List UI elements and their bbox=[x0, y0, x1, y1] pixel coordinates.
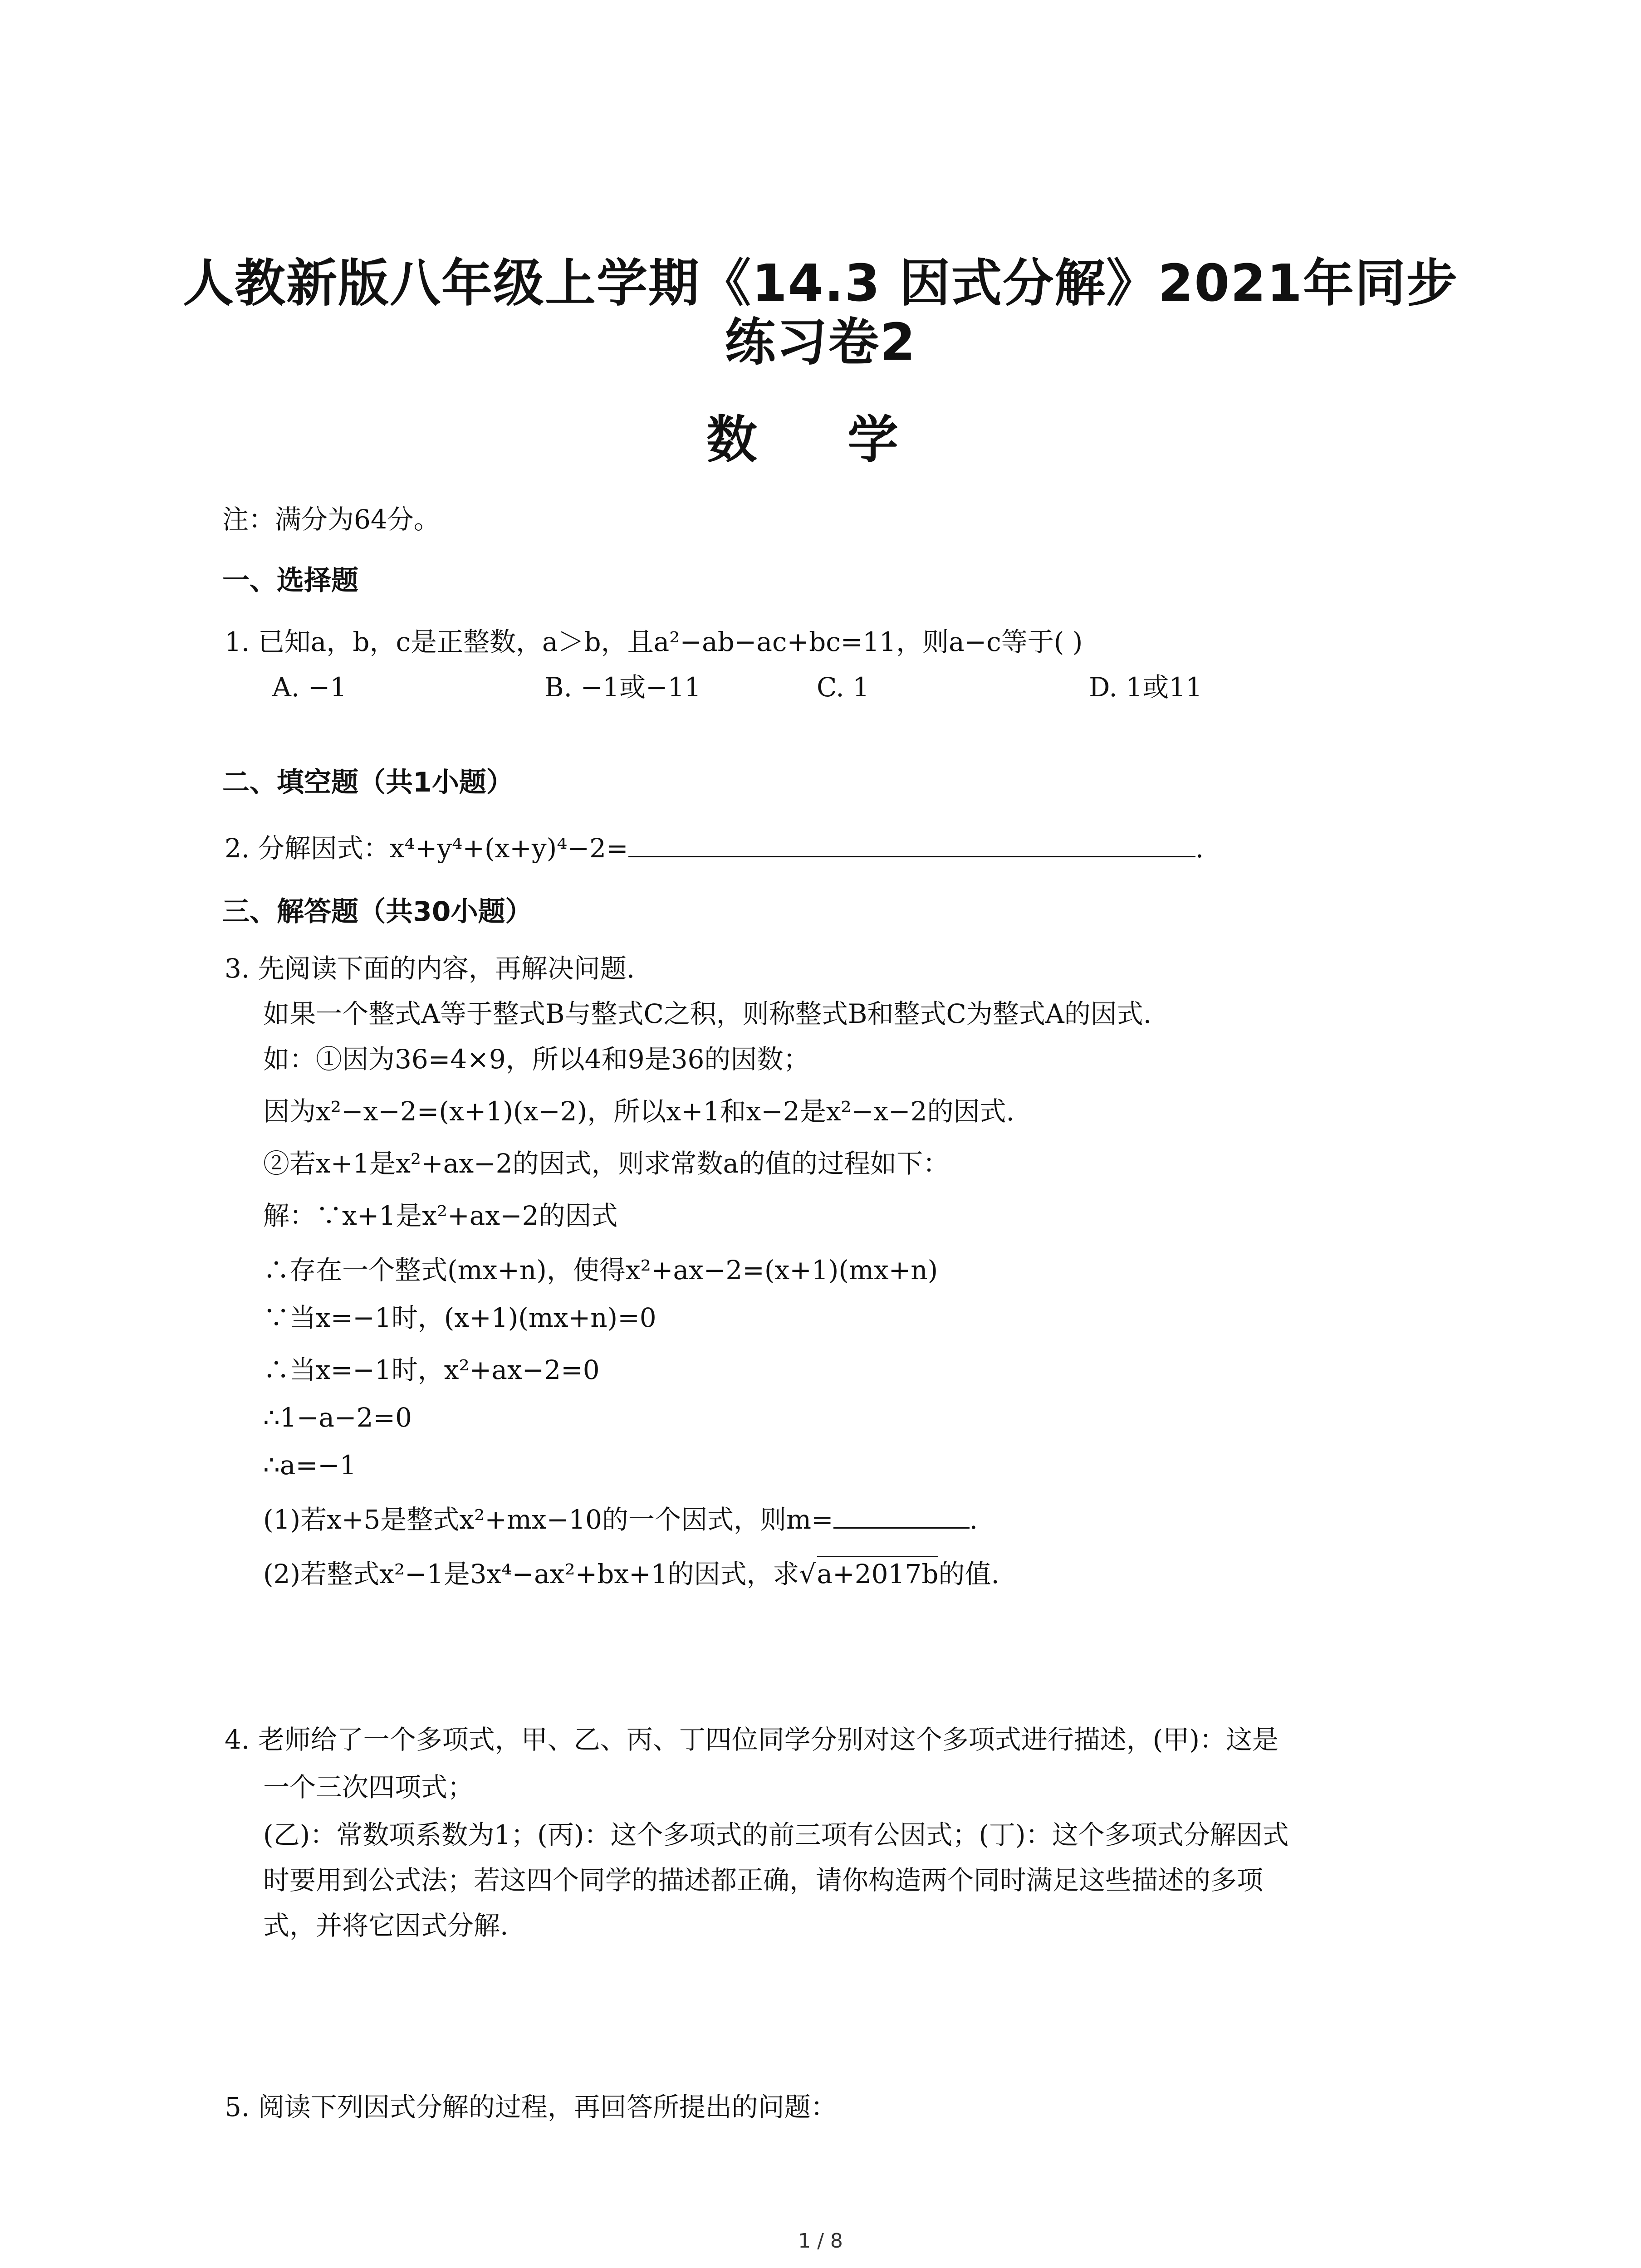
question-3-line: 如果一个整式A等于整式B与整式C之积，则称整式B和整式C为整式A的因式. bbox=[263, 998, 1152, 1029]
sqrt-sign-icon: √ bbox=[799, 1559, 816, 1589]
question-3-line: 如：①因为36=4×9，所以4和9是36的因数； bbox=[263, 1044, 810, 1075]
question-1-option-a: A. −1 bbox=[272, 672, 347, 703]
question-4-line: 式，并将它因式分解. bbox=[263, 1910, 509, 1941]
question-3-line: ∵当x=−1时，(x+1)(mx+n)=0 bbox=[263, 1302, 656, 1333]
question-3-part-2-radicand: a+2017b bbox=[817, 1556, 939, 1590]
question-3-part-2-text: (2)若整式x²−1是3x⁴−ax²+bx+1的因式，求 bbox=[263, 1559, 799, 1589]
section-heading-solve: 三、解答题（共30小题） bbox=[222, 896, 533, 928]
question-4-line: (乙)：常数项系数为1；(丙)：这个多项式的前三项有公因式；(丁)：这个多项式分解因式 bbox=[263, 1819, 1289, 1850]
document-title-line1: 人教新版八年级上学期《14.3 因式分解》2021年同步 bbox=[182, 254, 1459, 313]
question-3-part-1 bbox=[263, 1504, 978, 1535]
question-3-line: ∴当x=−1时，x²+ax−2=0 bbox=[263, 1354, 600, 1385]
question-2-period: . bbox=[1195, 833, 1204, 864]
question-1-option-c: C. 1 bbox=[817, 672, 870, 703]
question-3-line: ∴1−a−2=0 bbox=[263, 1402, 412, 1433]
question-1-stem: 1. 已知a，b，c是正整数，a＞b，且a²−ab−ac+bc=11，则a−c等于( ) bbox=[225, 626, 1083, 657]
question-2-answer-blank[interactable] bbox=[628, 832, 1195, 857]
question-3-line: 解：∵x+1是x²+ax−2的因式 bbox=[263, 1200, 618, 1231]
question-3-part-1-period: . bbox=[969, 1504, 978, 1535]
question-3-part-2 bbox=[263, 1556, 999, 1590]
document-title-line2: 练习卷2 bbox=[725, 313, 916, 372]
question-3-line: 因为x²−x−2=(x+1)(x−2)，所以x+1和x−2是x²−x−2的因式. bbox=[263, 1096, 1014, 1127]
question-2 bbox=[225, 832, 1204, 864]
question-1-option-b: B. −1或−11 bbox=[544, 672, 701, 703]
question-2-text: 2. 分解因式：x⁴+y⁴+(x+y)⁴−2= bbox=[225, 833, 628, 864]
question-3-line: ∴存在一个整式(mx+n)，使得x²+ax−2=(x+1)(mx+n) bbox=[263, 1255, 938, 1286]
question-3-part-1-text: (1)若x+5是整式x²+mx−10的一个因式，则m= bbox=[263, 1504, 833, 1535]
question-4-line: 一个三次四项式； bbox=[263, 1772, 474, 1803]
subject-heading: 数 学 bbox=[706, 411, 935, 469]
question-3-line: ∴a=−1 bbox=[263, 1450, 357, 1481]
page-number: 1 / 8 bbox=[798, 2229, 843, 2253]
question-3-part-1-answer-blank[interactable] bbox=[833, 1504, 970, 1529]
question-3-part-2-suffix: 的值. bbox=[938, 1559, 999, 1589]
question-1-option-d: D. 1或11 bbox=[1089, 672, 1203, 703]
question-3-line: ②若x+1是x²+ax−2的因式，则求常数a的值的过程如下： bbox=[263, 1148, 950, 1179]
section-heading-choice: 一、选择题 bbox=[222, 565, 358, 596]
section-heading-fill: 二、填空题（共1小题） bbox=[222, 767, 514, 798]
question-5-stem: 5. 阅读下列因式分解的过程，再回答所提出的问题： bbox=[225, 2092, 837, 2122]
question-4-line: 时要用到公式法；若这四个同学的描述都正确，请你构造两个同时满足这些描述的多项 bbox=[263, 1865, 1264, 1896]
question-4-line: 4. 老师给了一个多项式，甲、乙、丙、丁四位同学分别对这个多项式进行描述，(甲)：这是 bbox=[225, 1724, 1279, 1755]
question-3-stem: 3. 先阅读下面的内容，再解决问题. bbox=[225, 953, 635, 984]
score-note: 注：满分为64分。 bbox=[222, 504, 440, 535]
